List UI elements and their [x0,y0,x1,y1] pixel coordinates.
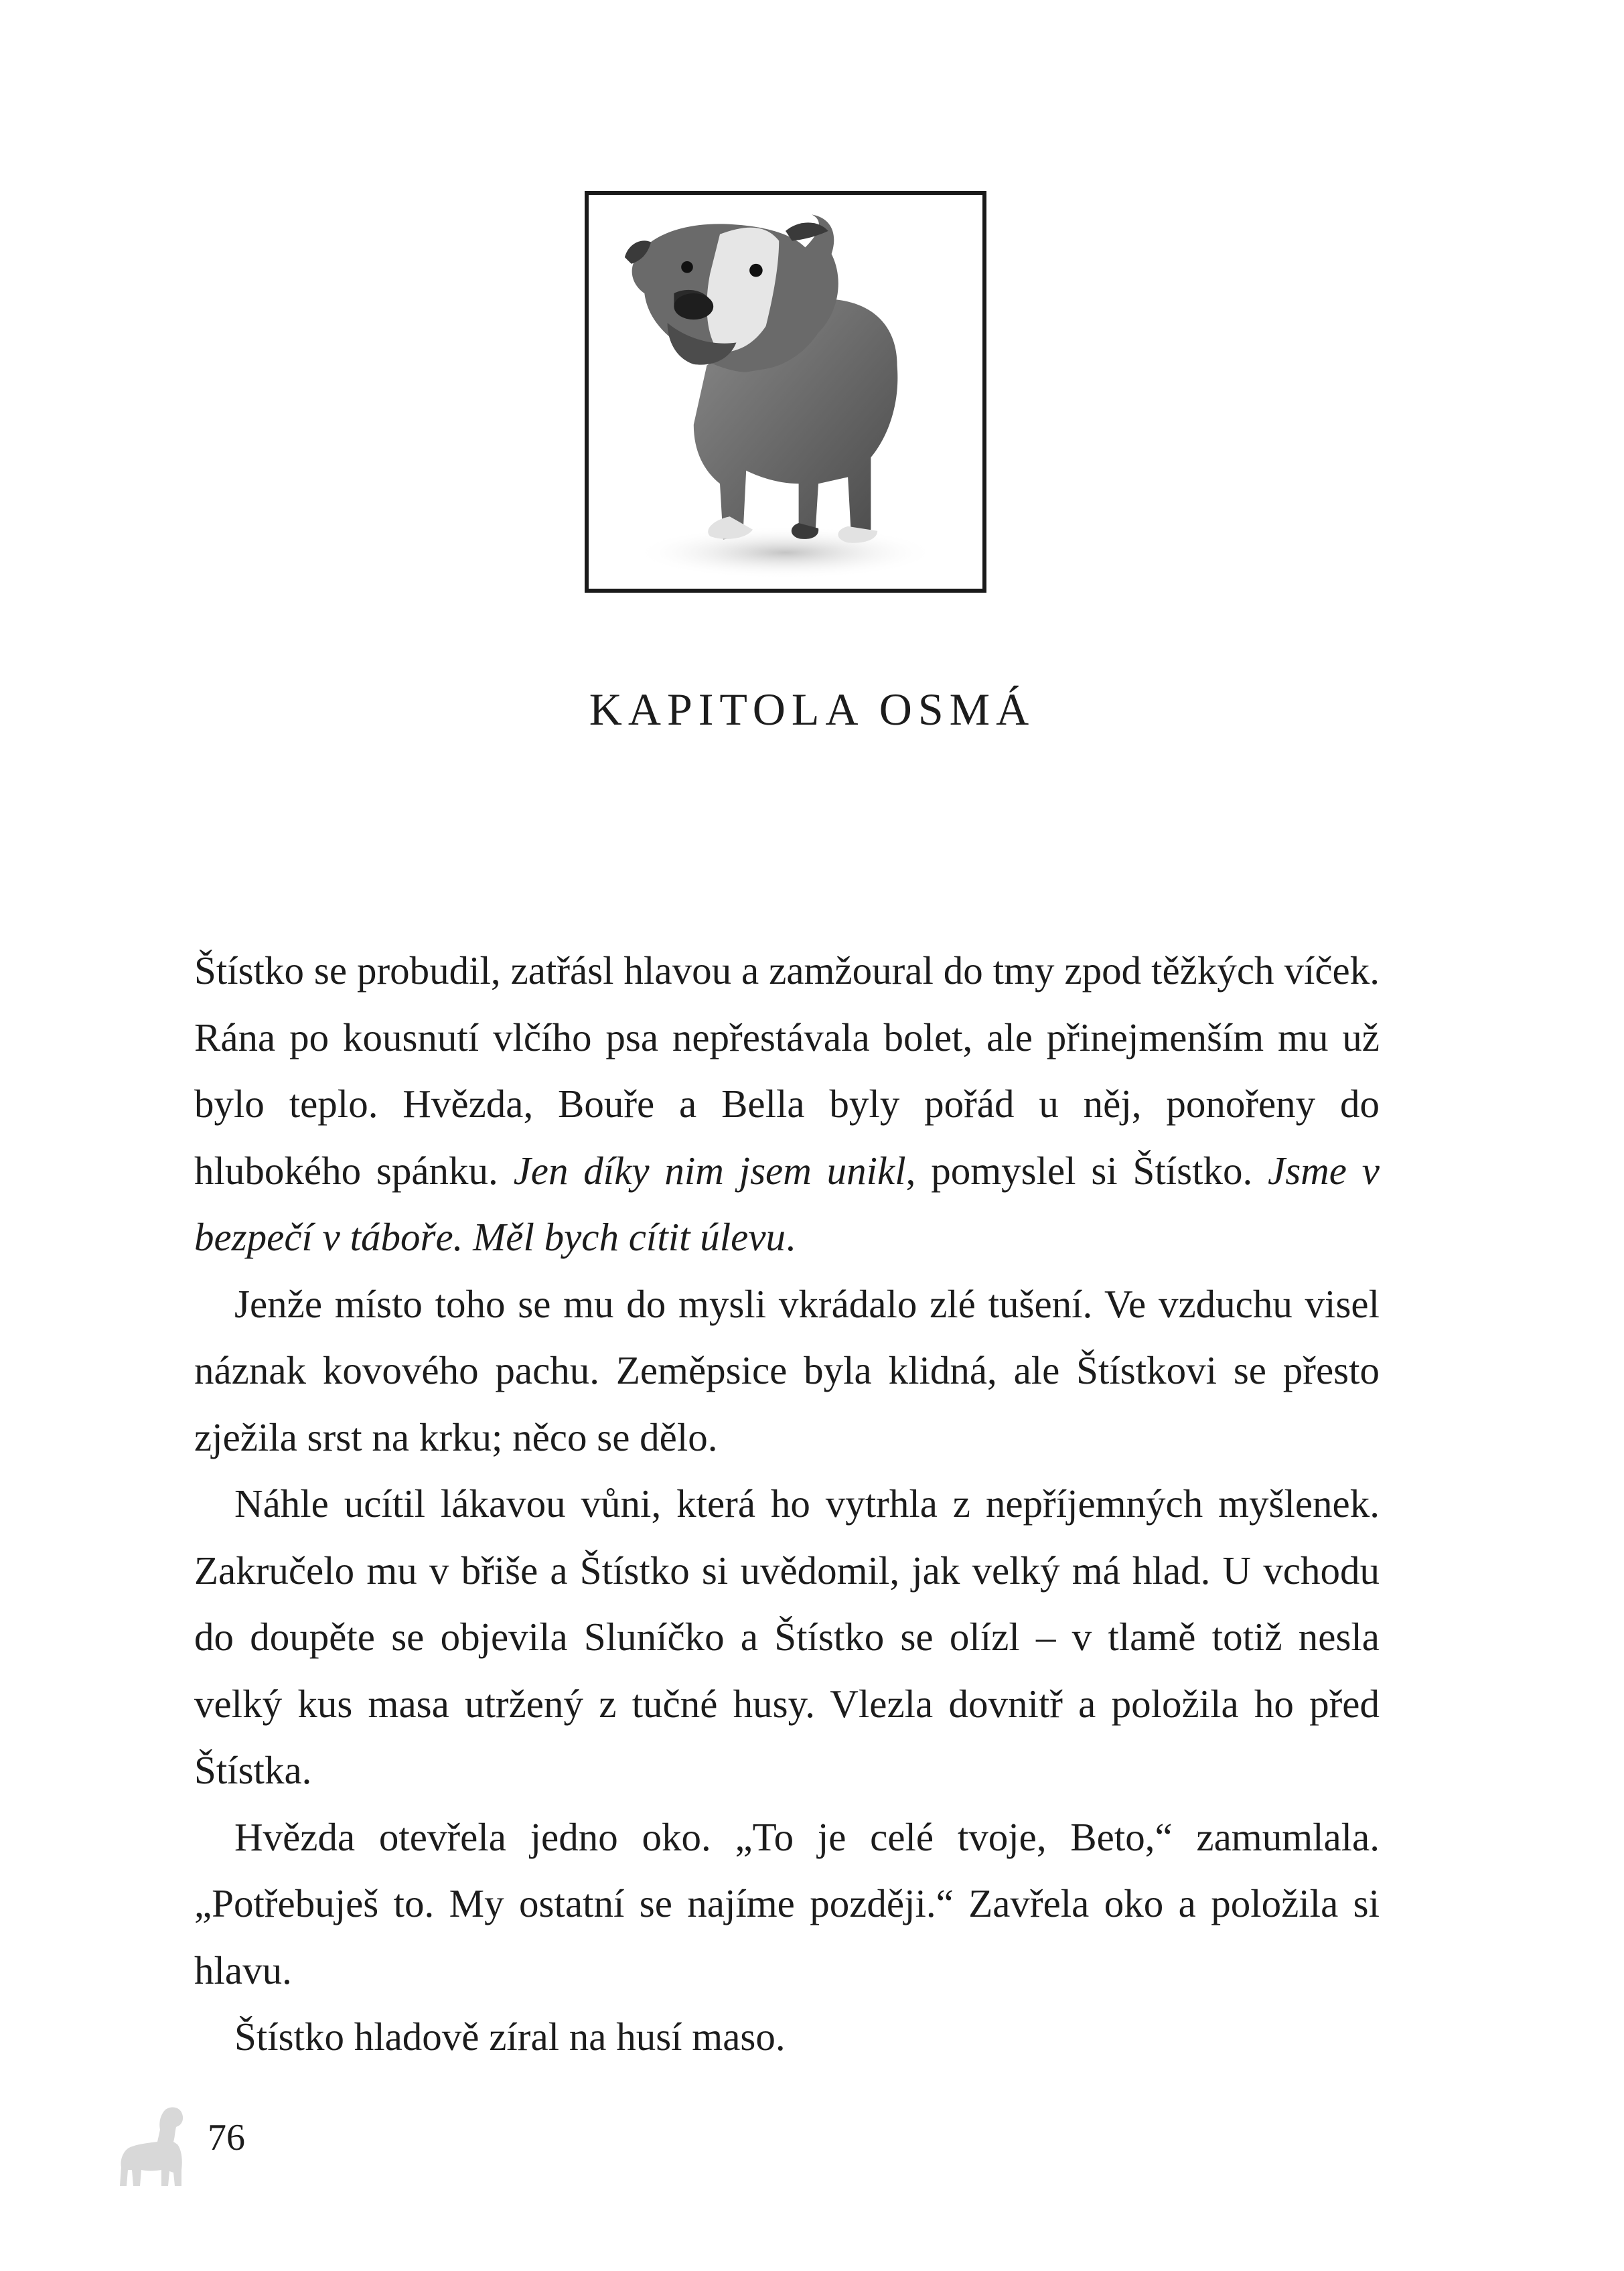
page-number: 76 [208,2117,245,2158]
text-segment: Hvězda otevřela jedno oko. „To je celé tvoje, Beto,“ zamumlala. „Potřebuješ to. My ostatní se najíme později.“ Zavřela oko a položila si hlavu. [194,1814,1380,1992]
chapter-title: KAPITOLA OSMÁ [589,684,1035,735]
chapter-illustration [585,191,986,593]
dog-silhouette-icon [117,2103,191,2190]
italic-text-segment: Jen díky nim jsem unikl [513,1148,906,1193]
italic-text-segment: Jsme v bezpečí v táboře. Měl bych cítit úlevu [194,1148,1380,1259]
paragraph [194,2004,1380,2071]
text-segment: Jenže místo toho se mu do mysli vkrádalo zlé tušení. Ve vzduchu visel náznak kovového pachu. Zeměpsice byla klidná, ale Štístkovi se přesto zježila srst na krku; něco se dělo. [194,1281,1380,1459]
text-segment: Náhle ucítil lákavou vůni, která ho vytrhla z nepříjemných myšlenek. Zakručelo mu v břiše a Štístko si uvědomil, jak velký má hlad. U vchodu do doupěte se objevila Sluníčko a Štístko se olízl – v tlamě totiž nesla velký kus masa utržený z tučné husy. Vlezla dovnitř a položila ho před Štístka. [194,1481,1380,1792]
text-segment: , pomyslel si Štístko. [905,1148,1268,1193]
paragraph [194,938,1380,1271]
text-segment: Štístko se probudil, zatřásl hlavou a zamžoural do tmy zpod těžkých víček. Rána po kousnutí vlčího psa nepřestávala bolet, ale přinejmenším mu už bylo teplo. Hvězda, Bouře a Bella byly pořád u něj, ponořeny do hlubokého spánku. [194,948,1380,1193]
chapter-body-text [194,938,1380,2071]
bulldog-icon [589,195,982,589]
paragraph [194,1271,1380,1471]
paragraph [194,1471,1380,1804]
text-segment: . [786,1215,796,1259]
text-segment: Štístko hladově zíral na husí maso. [234,2014,786,2059]
paragraph [194,1804,1380,2004]
